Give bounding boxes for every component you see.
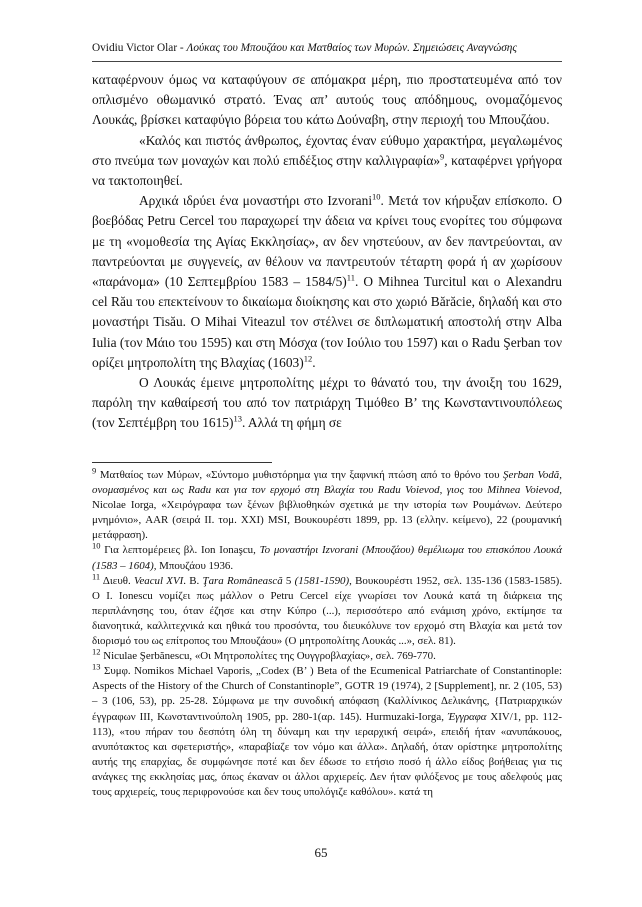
footnote-number: 12 (92, 646, 101, 657)
paragraph-1: καταφέρνουν όμως να καταφύγουν σε απόμακρα μέρη, πιο προστατευμένα από τον οπλισμένο οθωμανικό στρατό. Ένας απ’ αυτούς τους απόδημους, ονομαζόμενος Λουκάς, βρίσκει καταφύγιο βόρεια του κάτω Δούναβη, στην περιοχή του Μπουζάου. (92, 72, 562, 128)
footnotes (92, 465, 563, 800)
footnote-italic: Έγγραφα (447, 710, 487, 723)
paragraph-3-part-c: . Ο Mihnea Turcitul και ο Alexandru cel Rău του επεκτείνουν το δικαίωμα διοίκησης και στο χωριό Bărăcie, δηλαδή και στο μοναστήρι Tisău. Ο Mihai Viteazul τον στέλνει σε διπλωματική αποστολή στην Alba Iulia (τον Μάιο του 1595) και στη Μόσχα (τον Ιούλιο του 1597) και ο Radu Şerban τον ορίζει μητροπολίτη της Βλαχίας (1603) (92, 274, 563, 370)
header-title: Λούκας του Μπουζάου και Ματθαίος των Μυρών. Σημειώσεις Αναγνώσης (186, 42, 517, 54)
footnote-italic: Το μοναστήρι Izvorani (Μπουζάου) θεμέλιωμα του επισκόπου Λουκά (1583 – 1604), (92, 544, 562, 572)
paragraph-2 (92, 131, 562, 192)
footnote-text: Συμφ. Nomikos Michael Vaporis, „Codex (Β’ ) Beta of the Ecumenical Patriarchate of Constantinople: Aspects of the History of the Church of Constantinople”, GOTR 19 (1974), 2 [Supplement], nr. 2 (105, 53) – 3 (106, 53), pp. 25-28. Σύμφωνα με την συνοδική απόφαση (Καλλίνικος Δελικάνης, {Πατριαρχικών έγγραφων III, Κωνσταντινούπολη 1905, pp. 280-1(αρ. 145). Hurmuzaki-Iorga, (92, 665, 562, 723)
footnote-text: Μπουζάου 1936. (156, 559, 234, 572)
paragraph-3-part-b: . Μετά τον κήρυξαν επίσκοπο. Ο βοεβόδας Petru Cercel του παραχωρεί την άδεια να κρίνει τους ενορίτες του σύμφωνα με τη «νομοθεσία της Αγίας Εκκλησίας», αν δεν νηστεύουν, αν δεν παντρεύονται, αν παντρεύονται με συγγενείς, αν θέλουν να παντρευτούν τέταρτη φορά ή αν χωρίσουν «παράνομα» (10 Σεπτεμβρίου 1583 – 1584/5) (92, 193, 562, 290)
footnote-italic: Şerban Vodă, ονομασμένος και ως Radu και για τον ερχομό στη Βλαχία του Radu Voievod, γιος του Mihnea Voievod, (92, 469, 562, 497)
footnote-text: Για λεπτομέρειες βλ. Ion Ionaşcu, (100, 544, 260, 557)
footnote-text: 5 (282, 574, 295, 587)
footnote-text: Ματθαίος των Μύρων, «Σύντομο μυθιστόρημα για την ξαφνική πτώση από το θρόνο του (96, 469, 504, 481)
footnote-text: , Βουκουρέστι 1952, σελ. 135-136 (1583-1585). Ο Ι. Ionescu νομίζει πως μάλλον ο Petru Cercel είχε γνωρίσει τον Λουκά κατά τη διάρκεια της περιπλάνησης του, όταν έζησε και στην Κύπρο (...), περισσότερο από ενάμιση χρόνο, εκτίμησε τα διανοητικά, καλλιτεχνικά και ηθικά του προσόντα, του διευκόλυνε τον ερχομό στη Βλαχία και μετά τον διορισμό του ως επίτροπος του Μπουζάου» (Ο μητροπολίτης Λουκάς ...», σελ. 81). (92, 574, 563, 648)
page-number: 65 (314, 845, 328, 860)
footnote-ref-10[interactable]: 10 (372, 191, 381, 202)
footnote-italic: Veacul XVI (134, 574, 184, 587)
footnote-ref-11[interactable]: 11 (346, 272, 355, 283)
paragraph-4-part-a: Ο Λουκάς έμεινε μητροπολίτης μέχρι το θάνατό του, την άνοιξη του 1629, παρόλη την καθαίρεσή του από τον πατριάρχη Τιμόθεο Β’ της Κωνσταντινουπόλεως (τον Σεπτέμβρη του 1615) (92, 375, 562, 431)
footnote-ref-12[interactable]: 12 (303, 353, 313, 364)
paragraph-3 (92, 191, 562, 373)
footnote-number: 10 (92, 540, 101, 551)
footnote-11 (92, 571, 563, 649)
paragraph-3-part-d: . (312, 354, 316, 370)
footnote-ref-9[interactable]: 9 (440, 151, 445, 162)
paragraph-3-part-a: Αρχικά ιδρύει ένα μοναστήρι στο Izvorani (139, 193, 373, 209)
footnote-text: Nicolae Iorga, «Χειρόγραφα των ξένων βιβλιοθηκών σχετικά με την ιστορία των Ρουμάνων. Δεύτερο μνημόνιο», AAR (σειρά II. τομ. XXI) MSI, Βουκουρέστι 1899, pp. 13 (ελλην. κείμενο), 22 (ρουμανική μετάφραση). (92, 499, 562, 542)
footnote-text: Διευθ. (100, 574, 134, 587)
header-author: Ovidiu Victor Olar - (92, 42, 187, 54)
running-header (92, 42, 562, 54)
footnote-separator (92, 462, 272, 463)
footnote-10 (92, 540, 562, 573)
quote-text: «Καλός και πιστός άνθρωπος, έχοντας έναν εύθυμο χαρακτήρα, μεγαλωμένος στο πνεύμα των μοναχών και πολύ επιδέξιος στην καλλιγραφία» (92, 132, 562, 168)
footnote-number: 13 (92, 661, 101, 672)
footnote-9 (92, 465, 562, 543)
footnote-ref-13[interactable]: 13 (233, 413, 242, 424)
footnote-number: 11 (92, 571, 101, 582)
main-text (92, 70, 562, 434)
footnote-text: XIV/1, pp. 112-113), «του πήραν του δεσπότη όλη τη δύναμη και την ιεραρχική σειρά», επειδή ήταν «ανυπάκουος, ανυπότακτος και σφετεριστής», «παραβίαζε τον νόμο και άλλα». Δηλαδή, όταν ορίστηκε μητροπολίτης αυτής της επαρχίας, δε συμφώνησε ποτέ και δεν έδωσε το ετήσιο ποσό ή άλλο είδος βοήθειας για τις ανάγκες της εκκλησίας μας, όπως έκαναν οι άλλοι αρχιερείς. Δεν ήταν φιλόξενος με τους αδελφούς μας τους αρχιερείς, τους περιφρονούσε και δεν τους υπολόγιζε καθόλου». κατά τη (92, 710, 563, 798)
footnote-text: Niculae Şerbănescu, «Οι Μητροπολίτες της Ουγγροβλαχίας», σελ. 769-770. (100, 650, 436, 663)
header-rule (92, 61, 562, 62)
paragraph-4-part-b: . Αλλά τη φήμη σε (241, 415, 342, 431)
paragraph-2-end: , καταφέρνει γρήγορα να τακτοποιηθεί. (92, 152, 562, 189)
footnote-italic: Ţara Românească (202, 574, 283, 587)
footnote-12 (92, 646, 562, 664)
footnote-italic: (1581-1590) (294, 574, 350, 587)
paragraph-4 (92, 373, 562, 434)
footnote-13 (92, 661, 563, 800)
footnote-number: 9 (92, 465, 97, 476)
footnote-text: . B. (183, 574, 203, 587)
